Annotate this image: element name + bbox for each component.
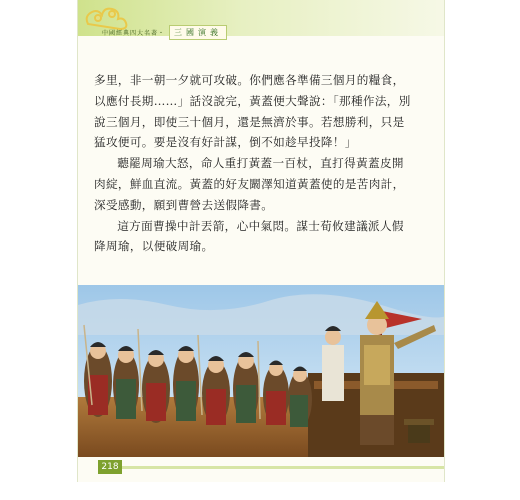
- header-band: [78, 0, 444, 36]
- book-title: 三國演義: [169, 25, 227, 40]
- story-text: [94, 70, 414, 257]
- incense-burner: [404, 419, 434, 443]
- battle-council-illustration: [78, 285, 444, 457]
- footer-rule: [122, 466, 444, 469]
- series-label: 中國經典四大名著・: [102, 29, 166, 37]
- general-figure: [322, 326, 344, 401]
- running-head: [102, 24, 227, 40]
- paragraph-3: 這方面曹操中計丟箭，心中氣悶。謀士荀攸建議派人假降周瑜，以便破周瑜。: [94, 218, 404, 254]
- paragraph-2: 聽罷周瑜大怒，命人重打黃蓋一百杖，直打得黃蓋皮開肉綻，鮮血直流。黃蓋的好友闞澤知道黃蓋使的是苦肉計，深受感動，願到曹營去送假降書。: [94, 156, 405, 212]
- paragraph-1: 多里，非一朝一夕就可攻破。你們應各準備三個月的糧食，以應付長期……」話沒說完，黃蓋便大聲說：「那種作法，別說三個月，即使三十個月，還是無濟於事。若想勝利，只是猛攻便可。要是沒有好計謀，倒不如趁早投降！」: [94, 73, 411, 150]
- page-number: 218: [98, 460, 122, 474]
- book-page: [77, 0, 445, 482]
